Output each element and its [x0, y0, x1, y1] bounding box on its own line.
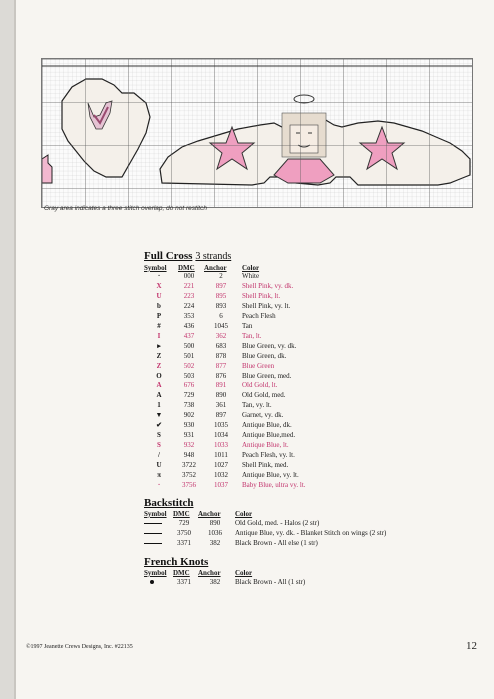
legend-anchor: 895 [215, 291, 227, 300]
legend-row [144, 391, 310, 401]
legend-row [144, 292, 310, 302]
backstitch-header-row [144, 510, 389, 518]
legend-color-name: Shell Pink, lt. [242, 291, 281, 300]
full-cross-title [144, 250, 464, 262]
legend-color-name: Tan, lt. [242, 331, 262, 340]
legend-dmc: 948 [183, 451, 195, 460]
legend-color-name: White [242, 272, 260, 280]
legend-dmc: 3722 [182, 461, 196, 470]
legend-row [144, 451, 310, 461]
legend-dmc: 738 [183, 401, 195, 410]
legend-color-name: Tan, vy. lt. [242, 401, 272, 410]
legend-symbol: # [157, 321, 161, 330]
bs-header-symbol: Symbol [144, 510, 167, 518]
legend-color-name: Shell Pink, med. [242, 461, 289, 470]
legend-color-name: Old Gold, lt. [242, 381, 278, 390]
legend-color-name: Old Gold, med. [242, 391, 286, 400]
legend-symbol: Z [156, 351, 162, 360]
french-knot-symbol [144, 577, 173, 587]
legend-symbol: Z [156, 361, 162, 370]
fk-header-symbol: Symbol [144, 569, 167, 577]
legend-color-name: Peach Flesh, vy. lt. [242, 451, 295, 460]
legend-symbol: S [157, 431, 161, 440]
legend-dmc: 224 [183, 301, 195, 310]
french-knots-title: French Knots [144, 556, 209, 568]
legend-symbol: / [158, 451, 160, 460]
legend-dmc: 3752 [182, 471, 196, 480]
chart-grid-major [42, 59, 472, 207]
legend-row [144, 381, 310, 391]
legend-symbol: A [156, 391, 162, 400]
legend-symbol: b [157, 301, 161, 310]
legend-anchor: 1033 [214, 441, 228, 450]
legend-anchor: 683 [215, 341, 227, 350]
page-spine-shadow [0, 0, 14, 699]
backstitch-dmc: 3750 [177, 529, 191, 537]
backstitch-row [144, 528, 389, 538]
french-knot-anchor: 382 [209, 578, 221, 586]
legend-symbol: ▼ [155, 411, 163, 420]
legend-dmc: 902 [183, 411, 195, 420]
backstitch-anchor: 890 [209, 519, 221, 527]
page-number: 12 [466, 640, 477, 652]
legend-anchor: 6 [219, 311, 223, 320]
legend-anchor: 1027 [214, 461, 228, 470]
backstitch-legend [144, 497, 474, 548]
backstitch-row [144, 538, 389, 548]
bs-header-anchor: Anchor [198, 510, 221, 518]
legend-dmc: 932 [183, 441, 195, 450]
full-cross-table [144, 264, 310, 491]
full-cross-rows [144, 272, 310, 491]
backstitch-rows [144, 518, 389, 548]
legend-row [144, 282, 310, 292]
full-cross-title-text: Full Cross [144, 250, 193, 262]
legend-dmc: 931 [183, 431, 195, 440]
legend-dmc: 000 [183, 272, 195, 280]
legend-row [144, 431, 310, 441]
backstitch-color-name: Antique Blue, vy. dk. - Blanket Stitch on wings (2 str) [235, 529, 387, 537]
copyright-footer: ©1997 Jeanette Crews Designs, Inc. #22135 [26, 644, 133, 650]
legend-row [144, 461, 310, 471]
legend-anchor: 897 [215, 281, 227, 290]
legend-symbol: · [157, 272, 161, 280]
legend-anchor: 2 [219, 272, 223, 280]
french-knots-rows [144, 577, 308, 587]
legend-dmc: 436 [183, 321, 195, 330]
legend-row [144, 352, 310, 362]
legend-row [144, 342, 310, 352]
legend-symbol: O [156, 371, 162, 380]
legend-dmc: 500 [183, 341, 195, 350]
legend-color-name: Antique Blue, lt. [242, 441, 289, 450]
legend-color-name: Antique Blue, vy. lt. [242, 471, 299, 480]
fk-header-dmc: DMC [173, 569, 190, 577]
backstitch-title: Backstitch [144, 497, 194, 509]
legend-color-name: Blue Green, med. [242, 371, 292, 380]
legend-symbol: 1 [157, 401, 161, 410]
legend-dmc: 3756 [182, 481, 196, 490]
legend-anchor: 1011 [214, 451, 228, 460]
backstitch-color-name: Old Gold, med. - Halos (2 str) [235, 519, 320, 527]
legend-dmc: 501 [183, 351, 195, 360]
legend-anchor: 890 [215, 391, 227, 400]
french-knot-dmc: 3371 [177, 578, 191, 586]
legend-anchor: 362 [215, 331, 227, 340]
legend-dmc: 676 [183, 381, 195, 390]
legend-color-name: Blue Green, vy. dk. [242, 341, 297, 350]
legend-color-name: Antique Blue, dk. [242, 421, 292, 430]
backstitch-table [144, 510, 389, 548]
legend-color-name: Baby Blue, ultra vy. lt. [242, 481, 306, 490]
header-anchor: Anchor [204, 264, 227, 272]
french-knot-dot-icon [150, 580, 154, 584]
legend-anchor: 876 [215, 371, 227, 380]
legend-color-name: Shell Pink, vy. dk. [242, 281, 294, 290]
legend-symbol: π [157, 471, 161, 480]
legend-row [144, 322, 310, 332]
legend-anchor: 1045 [214, 321, 228, 330]
bs-header-color: Color [235, 510, 253, 518]
header-color: Color [242, 264, 260, 272]
legend-dmc: 502 [183, 361, 195, 370]
legend-symbol: · [157, 481, 161, 490]
legend-anchor: 877 [215, 361, 227, 370]
legend-color-name: Blue Green, dk. [242, 351, 287, 360]
page-spine-edge [14, 0, 16, 699]
legend-color-name: Shell Pink, vy. lt. [242, 301, 291, 310]
legend-dmc: 437 [183, 331, 195, 340]
backstitch-line-icon [144, 533, 162, 535]
legend-dmc: 221 [183, 281, 195, 290]
backstitch-color-name: Black Brown - All else (1 str) [235, 539, 318, 547]
legend-color-name: Tan [242, 321, 253, 330]
chart-svg [42, 59, 472, 207]
backstitch-dmc: 3371 [177, 539, 191, 547]
legend-row [144, 372, 310, 382]
backstitch-line-symbol [144, 538, 173, 548]
legend-row [144, 481, 310, 491]
legend-dmc: 353 [183, 311, 195, 320]
legend-color-name: Antique Blue,med. [242, 431, 296, 440]
french-knots-table [144, 569, 308, 587]
legend-row [144, 332, 310, 342]
legend-anchor: 893 [215, 301, 227, 310]
legend-row [144, 302, 310, 312]
backstitch-line-icon [144, 543, 162, 545]
legend-row [144, 362, 310, 372]
backstitch-line-symbol [144, 528, 173, 538]
fk-header-anchor: Anchor [198, 569, 221, 577]
legend-symbol: I [157, 331, 161, 340]
full-cross-header-row [144, 264, 310, 272]
legend-symbol: U [156, 291, 162, 300]
legend-symbol: P [156, 311, 162, 320]
legend-symbol: A [156, 381, 162, 390]
legend-symbol: X [156, 281, 162, 290]
fk-header-color: Color [235, 569, 253, 577]
legend-row [144, 441, 310, 451]
backstitch-row [144, 518, 389, 528]
legend-dmc: 930 [183, 421, 195, 430]
bs-header-dmc: DMC [173, 510, 190, 518]
legend-color-name: Garnet, vy. dk. [242, 411, 284, 420]
french-knots-legend [144, 556, 474, 587]
legend-anchor: 891 [215, 381, 227, 390]
legend-row [144, 421, 310, 431]
legend-anchor: 1034 [214, 431, 228, 440]
legend-symbol: ▸ [157, 341, 161, 350]
legend-dmc: 503 [183, 371, 195, 380]
backstitch-anchor: 1036 [208, 529, 222, 537]
backstitch-line-symbol [144, 518, 173, 528]
legend-dmc: 729 [183, 391, 195, 400]
legend-row [144, 411, 310, 421]
legend-symbol: S [157, 441, 161, 450]
legend-anchor: 878 [215, 351, 227, 360]
legend-symbol: U [156, 461, 162, 470]
legend-row [144, 272, 310, 282]
legend-anchor: 897 [215, 411, 227, 420]
backstitch-dmc: 729 [178, 519, 190, 527]
legend-symbol: ✔ [156, 421, 162, 430]
french-knot-row [144, 577, 308, 587]
legend-anchor: 1035 [214, 421, 228, 430]
legend-row [144, 401, 310, 411]
legend-anchor: 1032 [214, 471, 228, 480]
backstitch-line-icon [144, 523, 162, 525]
french-knots-header-row [144, 569, 308, 577]
french-knot-color-name: Black Brown - All (1 str) [235, 578, 306, 586]
legend-row [144, 471, 310, 481]
chart-caption: Gray area indicates a three stitch overlap, do not restitch [44, 205, 207, 212]
cross-stitch-chart [41, 58, 473, 208]
legend-anchor: 1037 [214, 481, 228, 490]
legend-anchor: 361 [215, 401, 227, 410]
header-symbol: Symbol [144, 264, 167, 272]
full-cross-legend [144, 250, 464, 491]
legend-row [144, 312, 310, 322]
full-cross-strands: 3 strands [195, 251, 232, 262]
backstitch-anchor: 382 [209, 539, 221, 547]
legend-dmc: 223 [183, 291, 195, 300]
legend-color-name: Blue Green [242, 361, 275, 370]
header-dmc: DMC [178, 264, 195, 272]
legend-color-name: Peach Flesh [242, 311, 276, 320]
